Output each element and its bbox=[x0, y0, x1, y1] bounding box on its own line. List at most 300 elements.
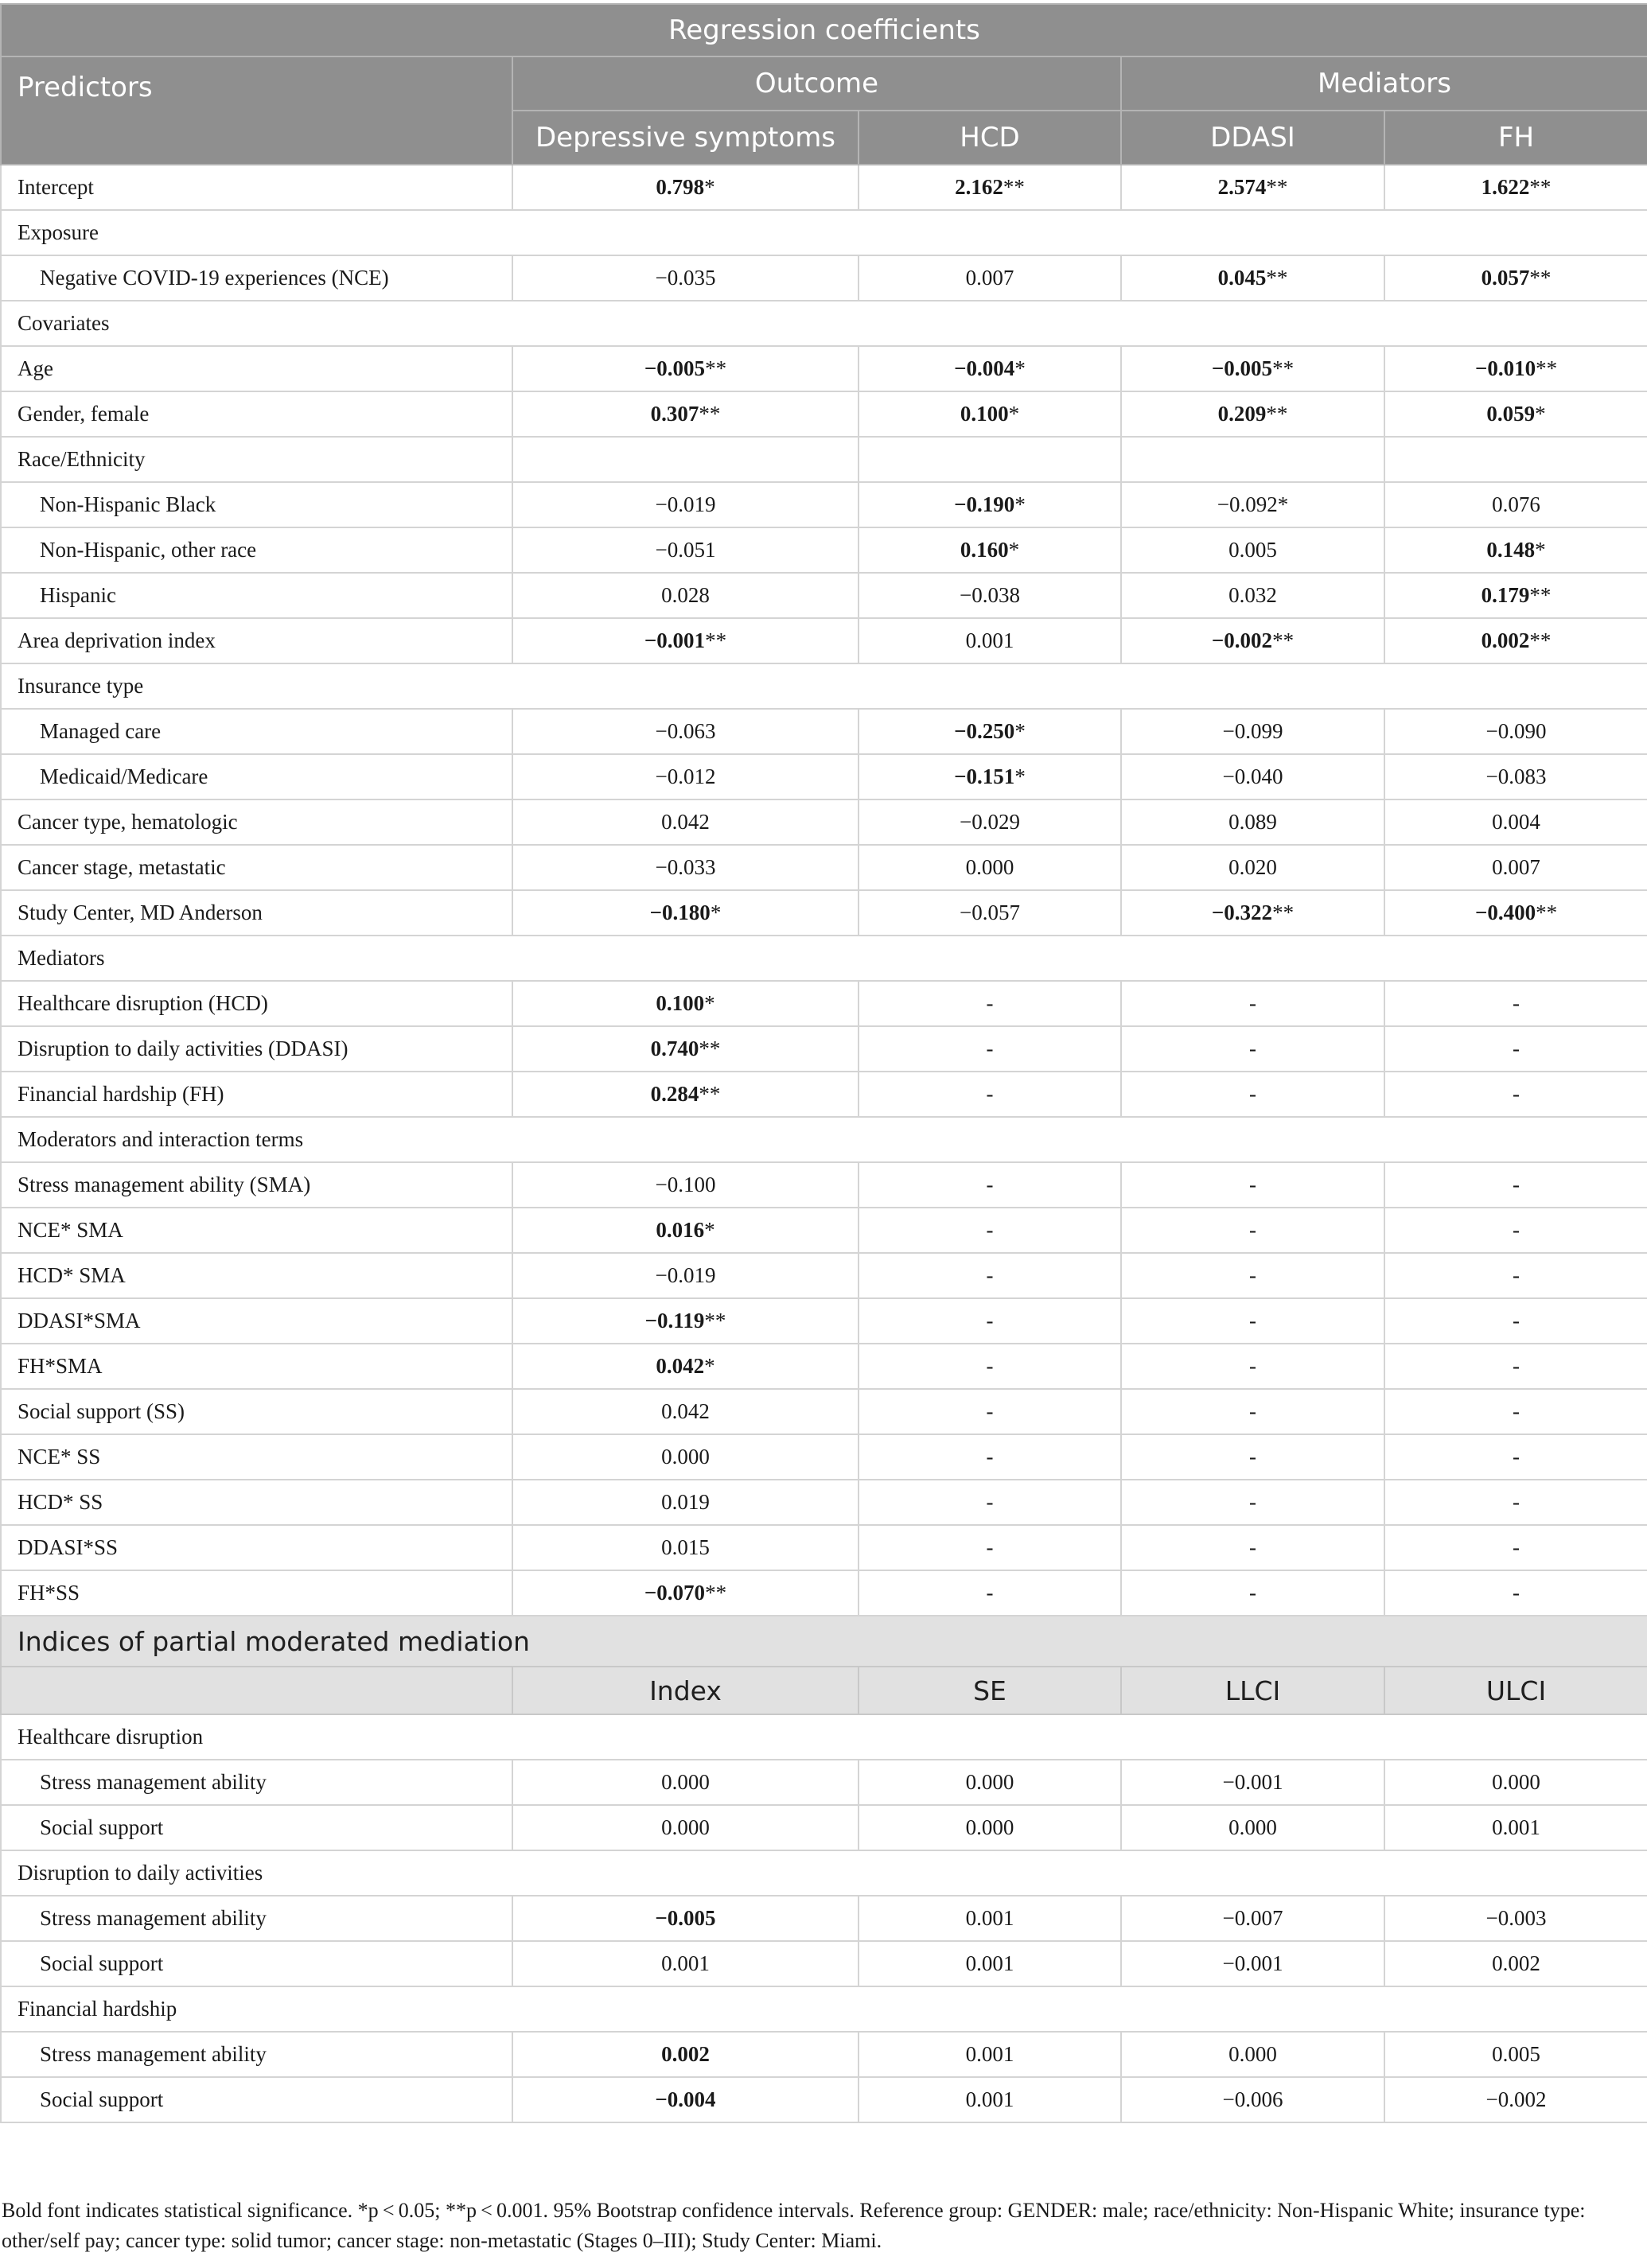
cell-value: 0.160 bbox=[960, 538, 1009, 562]
cell-value: 0.042 bbox=[661, 1399, 710, 1423]
value-cell bbox=[1384, 709, 1647, 754]
value-cell bbox=[859, 709, 1121, 754]
value-cell bbox=[859, 573, 1121, 618]
cell-value: - bbox=[986, 1445, 994, 1469]
cell-value: −0.040 bbox=[1222, 764, 1283, 788]
value-cell bbox=[1121, 799, 1384, 845]
value-cell bbox=[859, 1253, 1121, 1298]
value-cell bbox=[1384, 437, 1647, 482]
value-cell bbox=[1121, 709, 1384, 754]
table-row bbox=[1, 1434, 1647, 1480]
cell-value: 0.001 bbox=[1492, 1815, 1540, 1839]
cell-value: - bbox=[1249, 1082, 1256, 1106]
cell-value: −0.007 bbox=[1222, 1906, 1283, 1930]
value-cell bbox=[1121, 346, 1384, 391]
cell-value: 0.001 bbox=[965, 2042, 1014, 2066]
row-label: Social support bbox=[1, 2077, 512, 2122]
cell-value: −0.005 bbox=[655, 1906, 716, 1930]
value-cell bbox=[1384, 255, 1647, 301]
value-cell bbox=[1121, 255, 1384, 301]
value-cell bbox=[1384, 1570, 1647, 1616]
value-cell bbox=[1384, 1298, 1647, 1344]
cell-value: −0.029 bbox=[960, 810, 1020, 834]
cell-value: - bbox=[986, 1173, 994, 1196]
value-cell bbox=[1121, 890, 1384, 936]
value-cell bbox=[1384, 1896, 1647, 1941]
row-label: Cancer stage, metastatic bbox=[1, 845, 512, 890]
value-cell bbox=[1121, 1896, 1384, 1941]
table-row bbox=[1, 1253, 1647, 1298]
significance-marker: * bbox=[710, 901, 722, 924]
row-label: Non-Hispanic, other race bbox=[1, 527, 512, 573]
value-cell bbox=[512, 890, 859, 936]
cell-value: 0.740 bbox=[650, 1037, 699, 1060]
value-cell bbox=[1121, 1760, 1384, 1805]
cell-value: 0.000 bbox=[965, 1815, 1014, 1839]
cell-value: −0.001 bbox=[644, 628, 706, 652]
significance-marker: ** bbox=[1529, 175, 1552, 199]
section-row bbox=[1, 936, 1647, 981]
significance-marker: ** bbox=[1266, 266, 1288, 290]
value-cell bbox=[1121, 1344, 1384, 1389]
table-row bbox=[1, 981, 1647, 1026]
value-cell bbox=[512, 1941, 859, 1986]
table-row bbox=[1, 1480, 1647, 1525]
significance-marker: * bbox=[704, 1218, 715, 1242]
value-cell bbox=[512, 1026, 859, 1072]
cell-value: −0.010 bbox=[1474, 356, 1536, 380]
section-label: Covariates bbox=[1, 301, 1647, 346]
significance-marker: ** bbox=[1266, 402, 1288, 426]
cell-value: −0.003 bbox=[1485, 1906, 1547, 1930]
value-cell bbox=[1121, 754, 1384, 799]
cell-value: −0.002 bbox=[1211, 628, 1273, 652]
value-cell bbox=[1384, 799, 1647, 845]
row-label: Social support (SS) bbox=[1, 1389, 512, 1434]
indices-column-row bbox=[1, 1667, 1647, 1714]
value-cell bbox=[859, 482, 1121, 527]
cell-value: 0.002 bbox=[1492, 1951, 1540, 1975]
cell-value: - bbox=[1513, 1399, 1520, 1423]
value-cell bbox=[1384, 1162, 1647, 1208]
section-label: Exposure bbox=[1, 210, 1647, 255]
significance-marker: * bbox=[704, 1354, 715, 1378]
cell-value: 0.002 bbox=[1481, 628, 1530, 652]
cell-value: - bbox=[1249, 1354, 1256, 1378]
indices-body bbox=[1, 1714, 1647, 2122]
value-cell bbox=[1384, 1941, 1647, 1986]
value-cell bbox=[1384, 981, 1647, 1026]
value-cell bbox=[859, 799, 1121, 845]
row-label: NCE* SMA bbox=[1, 1208, 512, 1253]
value-cell bbox=[1121, 1253, 1384, 1298]
cell-value: 0.307 bbox=[650, 402, 699, 426]
value-cell bbox=[1121, 1941, 1384, 1986]
cell-value: −0.019 bbox=[655, 1263, 716, 1287]
row-label: HCD* SMA bbox=[1, 1253, 512, 1298]
row-label: Area deprivation index bbox=[1, 618, 512, 663]
row-label: Stress management ability (SMA) bbox=[1, 1162, 512, 1208]
cell-value: −0.019 bbox=[655, 492, 716, 516]
cell-value: −0.038 bbox=[960, 583, 1020, 607]
column-header-depressive-symptoms: Depressive symptoms bbox=[512, 111, 859, 165]
cell-value: −0.001 bbox=[1222, 1951, 1283, 1975]
value-cell bbox=[859, 2032, 1121, 2077]
cell-value: 0.000 bbox=[965, 1770, 1014, 1794]
cell-value: −0.005 bbox=[1211, 356, 1273, 380]
value-cell bbox=[512, 709, 859, 754]
cell-value: - bbox=[1249, 1399, 1256, 1423]
table-row bbox=[1, 845, 1647, 890]
cell-value: - bbox=[1249, 1263, 1256, 1287]
value-cell bbox=[859, 1525, 1121, 1570]
cell-value: −0.400 bbox=[1474, 901, 1536, 924]
row-label: Stress management ability bbox=[1, 1896, 512, 1941]
section-row bbox=[1, 1714, 1647, 1760]
table-row bbox=[1, 1896, 1647, 1941]
value-cell bbox=[1384, 1208, 1647, 1253]
significance-marker: ** bbox=[1529, 583, 1552, 607]
value-cell bbox=[512, 1389, 859, 1434]
cell-value: 0.045 bbox=[1217, 266, 1267, 290]
table-row bbox=[1, 709, 1647, 754]
value-cell bbox=[1384, 573, 1647, 618]
row-label: Medicaid/Medicare bbox=[1, 754, 512, 799]
table-row bbox=[1, 1389, 1647, 1434]
cell-value: −0.004 bbox=[655, 2087, 716, 2111]
value-cell bbox=[512, 799, 859, 845]
cell-value: −0.002 bbox=[1485, 2087, 1547, 2111]
section-row bbox=[1, 301, 1647, 346]
value-cell bbox=[859, 1298, 1121, 1344]
cell-value: 2.574 bbox=[1217, 175, 1267, 199]
row-label: Study Center, MD Anderson bbox=[1, 890, 512, 936]
cell-value: −0.250 bbox=[954, 719, 1015, 743]
table-row bbox=[1, 165, 1647, 210]
cell-value: −0.100 bbox=[655, 1173, 716, 1196]
row-label: Cancer type, hematologic bbox=[1, 799, 512, 845]
value-cell bbox=[1121, 165, 1384, 210]
cell-value: −0.012 bbox=[655, 764, 716, 788]
significance-marker: * bbox=[1014, 764, 1026, 788]
value-cell bbox=[1384, 2032, 1647, 2077]
row-label: Social support bbox=[1, 1941, 512, 1986]
indices-title: Indices of partial moderated mediation bbox=[1, 1616, 1647, 1667]
value-cell bbox=[1121, 1298, 1384, 1344]
value-cell bbox=[1384, 346, 1647, 391]
cell-value: 0.001 bbox=[965, 1906, 1014, 1930]
value-cell bbox=[1384, 391, 1647, 437]
value-cell bbox=[1121, 437, 1384, 482]
value-cell bbox=[1384, 1805, 1647, 1850]
significance-marker: * bbox=[1014, 492, 1026, 516]
section-row bbox=[1, 210, 1647, 255]
significance-marker: ** bbox=[699, 402, 721, 426]
cell-value: 0.005 bbox=[1492, 2042, 1540, 2066]
value-cell bbox=[1384, 527, 1647, 573]
value-cell bbox=[512, 346, 859, 391]
table-row bbox=[1, 391, 1647, 437]
value-cell bbox=[1121, 2077, 1384, 2122]
value-cell bbox=[512, 1253, 859, 1298]
significance-marker: * bbox=[1014, 356, 1026, 380]
value-cell bbox=[512, 2032, 859, 2077]
cell-value: 0.000 bbox=[1492, 1770, 1540, 1794]
value-cell bbox=[512, 845, 859, 890]
cell-value: −0.092 bbox=[1217, 492, 1278, 516]
value-cell bbox=[859, 1026, 1121, 1072]
cell-value: 0.042 bbox=[656, 1354, 705, 1378]
value-cell bbox=[512, 754, 859, 799]
cell-value: - bbox=[1249, 1173, 1256, 1196]
cell-value: 0.016 bbox=[656, 1218, 705, 1242]
cell-value: - bbox=[986, 1082, 994, 1106]
value-cell bbox=[1121, 1434, 1384, 1480]
value-cell bbox=[1121, 845, 1384, 890]
value-cell bbox=[1121, 1389, 1384, 1434]
cell-value: 0.001 bbox=[965, 2087, 1014, 2111]
row-label: Intercept bbox=[1, 165, 512, 210]
cell-value: 0.019 bbox=[661, 1490, 710, 1514]
value-cell bbox=[1384, 1344, 1647, 1389]
cell-value: −0.063 bbox=[655, 719, 716, 743]
value-cell bbox=[1121, 391, 1384, 437]
cell-value: −0.322 bbox=[1211, 901, 1273, 924]
cell-value: - bbox=[986, 1354, 994, 1378]
table-row bbox=[1, 437, 1647, 482]
cell-value: 0.076 bbox=[1492, 492, 1540, 516]
value-cell bbox=[859, 1208, 1121, 1253]
column-header-llci: LLCI bbox=[1121, 1667, 1384, 1714]
cell-value: - bbox=[1513, 1309, 1520, 1332]
significance-marker: ** bbox=[699, 1037, 721, 1060]
table-row bbox=[1, 2032, 1647, 2077]
value-cell bbox=[1384, 1072, 1647, 1117]
column-header-hcd: HCD bbox=[859, 111, 1121, 165]
value-cell bbox=[512, 1208, 859, 1253]
row-label: Stress management ability bbox=[1, 1760, 512, 1805]
cell-value: −0.033 bbox=[655, 855, 716, 879]
value-cell bbox=[512, 165, 859, 210]
value-cell bbox=[859, 1389, 1121, 1434]
row-label: Hispanic bbox=[1, 573, 512, 618]
section-label: Moderators and interaction terms bbox=[1, 1117, 1647, 1162]
indices-blank-header bbox=[1, 1667, 512, 1714]
table-row bbox=[1, 1298, 1647, 1344]
cell-value: −0.180 bbox=[649, 901, 711, 924]
section-label: Financial hardship bbox=[1, 1986, 1647, 2032]
cell-value: −0.006 bbox=[1222, 2087, 1283, 2111]
table-row bbox=[1, 255, 1647, 301]
cell-value: −0.090 bbox=[1485, 719, 1547, 743]
value-cell bbox=[1121, 1570, 1384, 1616]
value-cell bbox=[512, 981, 859, 1026]
value-cell bbox=[859, 981, 1121, 1026]
row-label: DDASI*SMA bbox=[1, 1298, 512, 1344]
value-cell bbox=[859, 1162, 1121, 1208]
significance-marker: * bbox=[1535, 402, 1546, 426]
value-cell bbox=[1121, 1072, 1384, 1117]
significance-marker: ** bbox=[1272, 356, 1295, 380]
value-cell bbox=[859, 346, 1121, 391]
cell-value: 0.000 bbox=[661, 1770, 710, 1794]
significance-marker: ** bbox=[1529, 266, 1552, 290]
significance-marker: ** bbox=[1266, 175, 1288, 199]
value-cell bbox=[859, 391, 1121, 437]
row-label: DDASI*SS bbox=[1, 1525, 512, 1570]
table-row bbox=[1, 1805, 1647, 1850]
significance-marker: ** bbox=[704, 1309, 726, 1332]
significance-marker: ** bbox=[705, 356, 727, 380]
cell-value: - bbox=[1513, 1173, 1520, 1196]
significance-marker: * bbox=[1535, 538, 1546, 562]
value-cell bbox=[512, 573, 859, 618]
value-cell bbox=[1121, 1208, 1384, 1253]
cell-value: 1.622 bbox=[1481, 175, 1530, 199]
value-cell bbox=[1121, 1026, 1384, 1072]
cell-value: - bbox=[1513, 1218, 1520, 1242]
section-label: Insurance type bbox=[1, 663, 1647, 709]
cell-value: 0.798 bbox=[656, 175, 705, 199]
regression-table bbox=[0, 3, 1647, 2123]
cell-value: 0.148 bbox=[1486, 538, 1536, 562]
cell-value: 0.089 bbox=[1228, 810, 1277, 834]
indices-header bbox=[1, 1616, 1647, 1714]
value-cell bbox=[1384, 1480, 1647, 1525]
section-label: Healthcare disruption bbox=[1, 1714, 1647, 1760]
row-label: Managed care bbox=[1, 709, 512, 754]
cell-value: −0.083 bbox=[1485, 764, 1547, 788]
row-label: Financial hardship (FH) bbox=[1, 1072, 512, 1117]
value-cell bbox=[859, 845, 1121, 890]
table-caption-row bbox=[1, 4, 1647, 56]
value-cell bbox=[1121, 981, 1384, 1026]
cell-value: - bbox=[986, 1263, 994, 1287]
value-cell bbox=[859, 754, 1121, 799]
cell-value: 0.042 bbox=[661, 810, 710, 834]
section-row bbox=[1, 1986, 1647, 2032]
column-header-ddasi: DDASI bbox=[1121, 111, 1384, 165]
significance-marker: * bbox=[704, 175, 715, 199]
value-cell bbox=[859, 1805, 1121, 1850]
value-cell bbox=[1121, 1805, 1384, 1850]
cell-value: - bbox=[1249, 1445, 1256, 1469]
cell-value: - bbox=[1513, 1082, 1520, 1106]
cell-value: - bbox=[1249, 1218, 1256, 1242]
cell-value: −0.070 bbox=[644, 1581, 706, 1605]
significance-marker: ** bbox=[699, 1082, 721, 1106]
row-label: FH*SMA bbox=[1, 1344, 512, 1389]
significance-marker: * bbox=[1014, 719, 1026, 743]
significance-marker: ** bbox=[1529, 628, 1552, 652]
value-cell bbox=[1121, 2032, 1384, 2077]
cell-value: −0.057 bbox=[960, 901, 1020, 924]
significance-marker: * bbox=[1008, 402, 1020, 426]
cell-value: - bbox=[986, 1309, 994, 1332]
value-cell bbox=[512, 1570, 859, 1616]
section-row bbox=[1, 1117, 1647, 1162]
cell-value: 0.001 bbox=[965, 628, 1014, 652]
cell-value: - bbox=[986, 991, 994, 1015]
cell-value: - bbox=[1513, 991, 1520, 1015]
cell-value: 0.000 bbox=[1228, 1815, 1277, 1839]
cell-value: 0.028 bbox=[661, 583, 710, 607]
cell-value: - bbox=[1513, 1490, 1520, 1514]
cell-value: 0.000 bbox=[661, 1815, 710, 1839]
cell-value: - bbox=[1249, 1309, 1256, 1332]
cell-value: 0.002 bbox=[661, 2042, 710, 2066]
cell-value: 0.209 bbox=[1217, 402, 1267, 426]
value-cell bbox=[1384, 165, 1647, 210]
cell-value: - bbox=[986, 1218, 994, 1242]
row-label: HCD* SS bbox=[1, 1480, 512, 1525]
column-header-index: Index bbox=[512, 1667, 859, 1714]
cell-value: −0.004 bbox=[954, 356, 1015, 380]
section-row bbox=[1, 663, 1647, 709]
value-cell bbox=[512, 1162, 859, 1208]
table-row bbox=[1, 1208, 1647, 1253]
cell-value: 0.000 bbox=[965, 855, 1014, 879]
cell-value: - bbox=[986, 1535, 994, 1559]
cell-value: 0.007 bbox=[965, 266, 1014, 290]
column-header-fh: FH bbox=[1384, 111, 1647, 165]
value-cell bbox=[512, 1525, 859, 1570]
value-cell bbox=[859, 1760, 1121, 1805]
mediators-header: Mediators bbox=[1121, 56, 1647, 111]
significance-marker: * bbox=[1008, 538, 1020, 562]
table-row bbox=[1, 527, 1647, 573]
cell-value: - bbox=[986, 1581, 994, 1605]
section-label: Mediators bbox=[1, 936, 1647, 981]
value-cell bbox=[859, 255, 1121, 301]
table-row bbox=[1, 1072, 1647, 1117]
table-row bbox=[1, 1344, 1647, 1389]
table-row bbox=[1, 573, 1647, 618]
value-cell bbox=[512, 1434, 859, 1480]
value-cell bbox=[512, 1480, 859, 1525]
significance-marker: ** bbox=[705, 1581, 727, 1605]
value-cell bbox=[859, 1480, 1121, 1525]
value-cell bbox=[859, 165, 1121, 210]
row-label: Age bbox=[1, 346, 512, 391]
cell-value: 0.032 bbox=[1228, 583, 1277, 607]
cell-value: 0.007 bbox=[1492, 855, 1540, 879]
header-group-row bbox=[1, 56, 1647, 111]
cell-value: - bbox=[1513, 1581, 1520, 1605]
value-cell bbox=[512, 1072, 859, 1117]
value-cell bbox=[1384, 1026, 1647, 1072]
row-label: Stress management ability bbox=[1, 2032, 512, 2077]
value-cell bbox=[1121, 527, 1384, 573]
cell-value: 0.059 bbox=[1486, 402, 1536, 426]
value-cell bbox=[1121, 573, 1384, 618]
coefficients-body bbox=[1, 165, 1647, 1616]
cell-value: - bbox=[986, 1490, 994, 1514]
value-cell bbox=[1384, 482, 1647, 527]
cell-value: −0.190 bbox=[954, 492, 1015, 516]
value-cell bbox=[1384, 890, 1647, 936]
row-label: Gender, female bbox=[1, 391, 512, 437]
cell-value: 0.000 bbox=[1228, 2042, 1277, 2066]
cell-value: - bbox=[1513, 1037, 1520, 1060]
value-cell bbox=[859, 618, 1121, 663]
row-label: Non-Hispanic Black bbox=[1, 482, 512, 527]
value-cell bbox=[1121, 618, 1384, 663]
cell-value: 0.020 bbox=[1228, 855, 1277, 879]
cell-value: - bbox=[1513, 1445, 1520, 1469]
significance-marker: ** bbox=[705, 628, 727, 652]
row-label: Negative COVID-19 experiences (NCE) bbox=[1, 255, 512, 301]
